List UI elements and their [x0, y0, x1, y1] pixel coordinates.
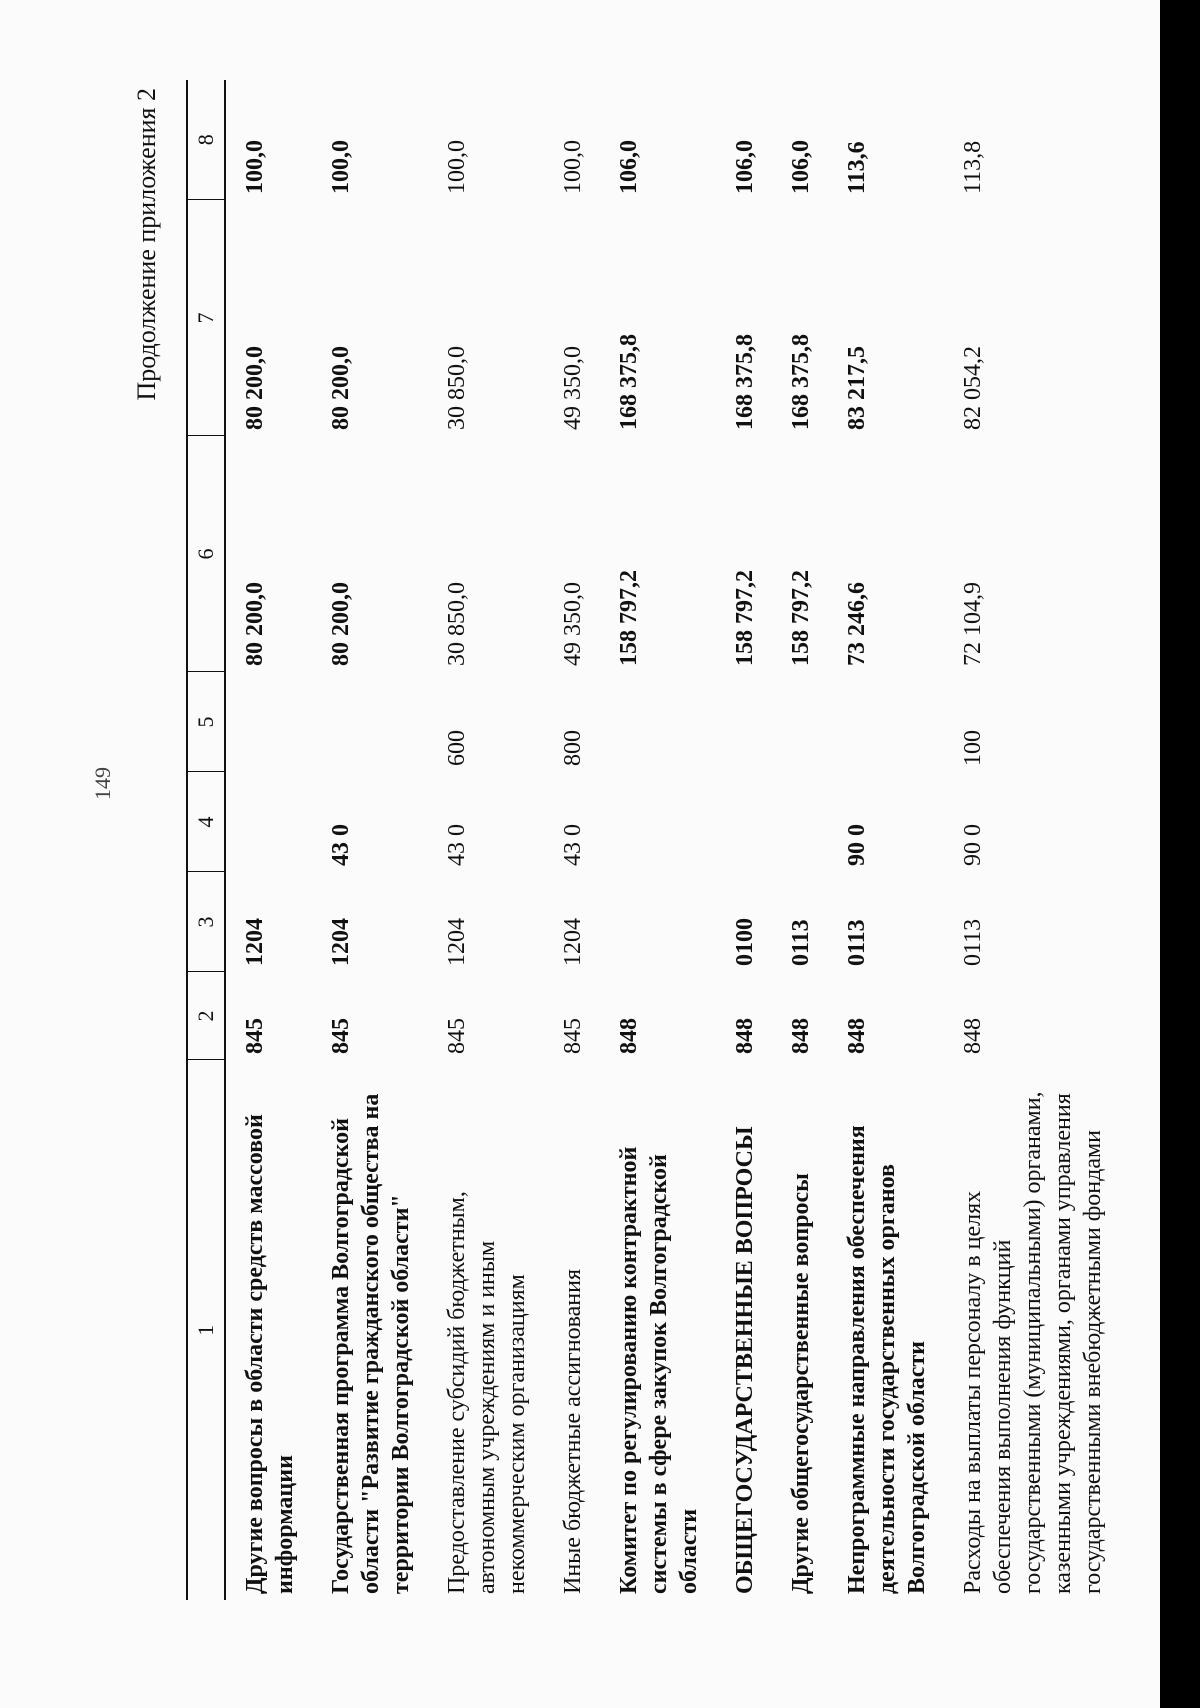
row-cell-col3: 0113 — [844, 919, 870, 966]
row-cell-col3 — [600, 872, 716, 972]
row-description: ОБЩЕГОСУДАРСТВЕННЫЕ ВОПРОСЫ — [732, 1126, 758, 1594]
row-cell-col4 — [716, 772, 772, 872]
table-row — [225, 80, 312, 1600]
row-cell-col6: 72 104,9 — [960, 582, 986, 666]
row-cell-col6: 73 246,6 — [844, 582, 870, 666]
row-cell-col5 — [716, 672, 772, 772]
col-header-3: 3 — [187, 872, 225, 972]
row-cell-col3: 1204 — [560, 918, 586, 966]
row-cell-col5: 600 — [444, 730, 470, 766]
row-description: Иные бюджетные ассигнования — [560, 1269, 586, 1594]
row-description: Государственная программа Волгоградской области "Развитие гражданского общества на территории Волгоградской области" — [328, 1093, 414, 1594]
row-cell-col6: 30 850,0 — [444, 582, 470, 666]
col-header-8: 8 — [187, 80, 225, 200]
row-description: Другие вопросы в области средств массовой информации — [242, 1114, 298, 1594]
row-cell-col2: 848 — [960, 1018, 986, 1054]
column-number-header — [187, 80, 225, 1600]
table-row — [828, 80, 944, 1600]
row-cell-col8: 100,0 — [560, 140, 586, 194]
row-cell-col8: 113,8 — [960, 140, 986, 194]
row-cell-col6: 158 797,2 — [616, 570, 642, 666]
row-cell-col6: 49 350,0 — [560, 582, 586, 666]
table-body — [225, 80, 1120, 1600]
col-header-4: 4 — [187, 772, 225, 872]
row-cell-col2: 845 — [560, 1018, 586, 1054]
table-row — [944, 80, 1120, 1600]
row-cell-col3: 1204 — [328, 918, 354, 966]
row-cell-col8: 113,6 — [844, 141, 870, 194]
row-cell-col5 — [828, 672, 944, 772]
col-header-5: 5 — [187, 672, 225, 772]
table-row — [772, 80, 828, 1600]
row-cell-col6: 158 797,2 — [732, 570, 758, 666]
table-row — [600, 80, 716, 1600]
table-row — [544, 80, 600, 1600]
row-cell-col4 — [772, 772, 828, 872]
row-cell-col5: 100 — [960, 730, 986, 766]
row-cell-col7: 30 850,0 — [444, 346, 470, 430]
table-row — [312, 80, 428, 1600]
row-cell-col2: 848 — [616, 1018, 642, 1054]
row-cell-col2: 848 — [844, 1018, 870, 1054]
row-cell-col2: 845 — [328, 1018, 354, 1054]
row-cell-col4 — [600, 772, 716, 872]
row-cell-col5: 800 — [560, 730, 586, 766]
row-cell-col6: 80 200,0 — [242, 582, 268, 666]
row-cell-col7: 83 217,5 — [844, 346, 870, 430]
page-number: 149 — [90, 767, 115, 800]
row-description: Предоставление субсидий бюджетным, автономным учреждениям и иным некоммерческим организациям — [444, 1191, 530, 1594]
row-description: Комитет по регулированию контрактной системы в сфере закупок Волгоградской области — [616, 1146, 702, 1594]
row-cell-col3: 0100 — [732, 918, 758, 966]
row-cell-col2: 845 — [444, 1018, 470, 1054]
row-cell-col4: 43 0 — [328, 824, 354, 866]
row-cell-col8: 106,0 — [616, 140, 642, 194]
row-cell-col6: 80 200,0 — [328, 582, 354, 666]
col-header-7: 7 — [187, 200, 225, 436]
row-cell-col3: 1204 — [242, 918, 268, 966]
row-cell-col8: 100,0 — [242, 140, 268, 194]
rotated-content — [60, 40, 1106, 1640]
row-cell-col2: 848 — [788, 1018, 814, 1054]
budget-table — [186, 80, 1120, 1600]
continuation-label: Продолжение приложения 2 — [132, 88, 161, 401]
row-description: Другие общегосударственные вопросы — [788, 1173, 814, 1594]
row-cell-col6: 158 797,2 — [788, 570, 814, 666]
row-cell-col4: 90 0 — [844, 824, 870, 866]
row-cell-col8: 106,0 — [732, 140, 758, 194]
col-header-2: 2 — [187, 972, 225, 1060]
row-description: Расходы на выплаты персоналу в целях обеспечения выполнения функций государственными (муниципальными) органами, казенными учреждениями, органами управления государственными внебюджетными фондами — [960, 1091, 1106, 1594]
row-description: Непрограммные направления обеспечения деятельности государственных органов Волгоградской области — [844, 1125, 930, 1594]
row-cell-col4: 43 0 — [444, 824, 470, 866]
row-cell-col7: 49 350,0 — [560, 346, 586, 430]
row-cell-col3: 0113 — [960, 918, 986, 966]
row-cell-col8: 100,0 — [444, 140, 470, 194]
row-cell-col7: 80 200,0 — [328, 346, 354, 430]
row-cell-col7: 168 375,8 — [732, 334, 758, 430]
col-header-6: 6 — [187, 436, 225, 672]
row-cell-col8: 106,0 — [788, 140, 814, 194]
row-cell-col5 — [225, 672, 312, 772]
row-cell-col4: 90 0 — [960, 824, 986, 866]
row-cell-col2: 848 — [732, 1018, 758, 1054]
row-cell-col2: 845 — [242, 1018, 268, 1054]
scan-edge — [1160, 0, 1200, 1708]
table-row — [716, 80, 772, 1600]
row-cell-col3: 1204 — [444, 918, 470, 966]
row-cell-col7: 80 200,0 — [242, 346, 268, 430]
row-cell-col8: 100,0 — [328, 140, 354, 194]
row-cell-col4 — [225, 772, 312, 872]
row-cell-col7: 168 375,8 — [616, 334, 642, 430]
col-header-1: 1 — [187, 1060, 225, 1600]
row-cell-col7: 168 375,8 — [788, 334, 814, 430]
row-cell-col4: 43 0 — [560, 824, 586, 866]
row-cell-col5 — [600, 672, 716, 772]
row-cell-col7: 82 054,2 — [960, 346, 986, 430]
row-cell-col3: 0113 — [788, 919, 814, 966]
row-cell-col5 — [772, 672, 828, 772]
row-cell-col5 — [312, 672, 428, 772]
table-row — [428, 80, 544, 1600]
